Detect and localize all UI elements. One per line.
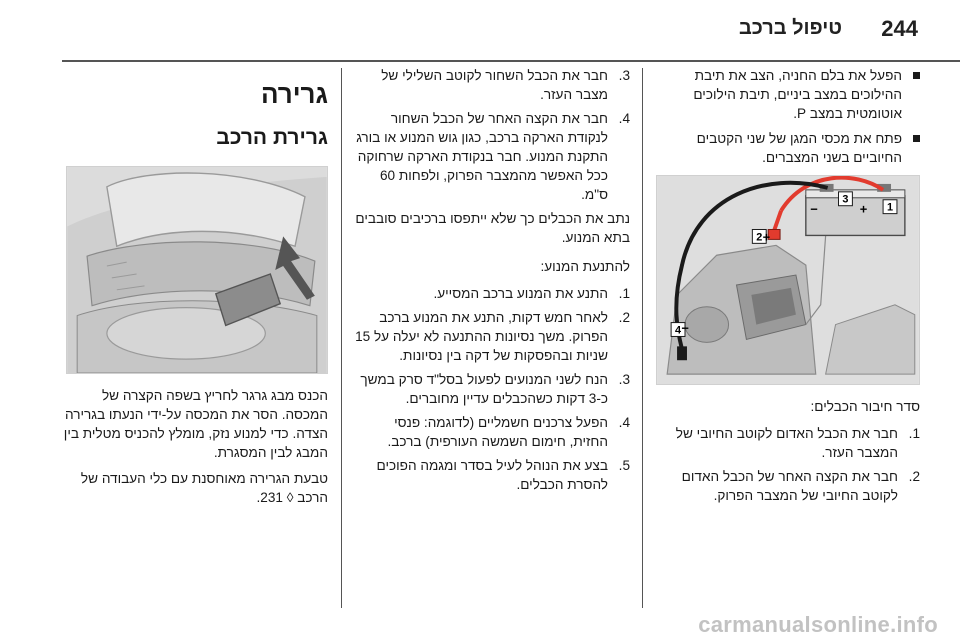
step-text: בצע את הנוהל לעיל בסדר ומגמה הפוכים להסרת הכבלים. bbox=[376, 458, 608, 492]
column-divider-right bbox=[642, 68, 643, 608]
list-item bbox=[655, 467, 920, 505]
header-divider bbox=[62, 60, 960, 62]
column-divider-left bbox=[341, 68, 342, 608]
page-header bbox=[0, 10, 960, 54]
list-item bbox=[352, 413, 630, 451]
middle-column bbox=[352, 66, 630, 499]
jump-start-battery-figure bbox=[656, 175, 920, 385]
list-item bbox=[352, 456, 630, 494]
list-item bbox=[352, 284, 630, 303]
step-number: 3. bbox=[618, 372, 630, 387]
list-item bbox=[655, 424, 920, 462]
svg-text:−: − bbox=[681, 320, 689, 336]
bullet-text: פתח את מכסי המגן של שני הקטבים החיוביים בשני המצברים. bbox=[696, 131, 902, 165]
svg-text:−: − bbox=[810, 201, 818, 217]
page-number: 244 bbox=[881, 16, 918, 41]
tow-eye-storage-note: טבעת הגרירה מאוחסנת עם כלי העבודה של הרכב ◊ 231. bbox=[80, 471, 328, 505]
bullet-square-icon bbox=[913, 72, 920, 79]
svg-text:+: + bbox=[762, 229, 771, 245]
cable-routing-note: נתב את הכבלים כך שלא ייתפסו ברכיבים סובבים בתא המנוע. bbox=[355, 211, 630, 245]
figure-label-4: 4 bbox=[675, 324, 682, 337]
step-text: לאחר חמש דקות, התנע את המנוע ברכב הפרוק. משך נסיונות ההתנעה לא יעלה על 15 שניות ובהפסקות של דקה בין נסיונות. bbox=[355, 310, 608, 363]
figure-label-2: 2 bbox=[756, 231, 763, 244]
step-number: 5. bbox=[618, 458, 630, 473]
page-title: טיפול ברכב bbox=[738, 17, 842, 39]
bullet-item bbox=[655, 129, 920, 167]
section-heading: גרירה bbox=[260, 79, 328, 109]
sequence-heading: סדר חיבור הכבלים: bbox=[810, 399, 920, 414]
tow-eye-cover-figure bbox=[66, 166, 328, 374]
figure-label-1: 1 bbox=[886, 201, 894, 214]
bullet-text: הפעל את בלם החניה, הצב את תיבת ההילוכים במצב ביניים, תיבת הילוכים אוטומטית במצב P. bbox=[693, 68, 902, 121]
list-item bbox=[352, 66, 630, 104]
bullet-item bbox=[655, 66, 920, 123]
list-item bbox=[352, 370, 630, 408]
tow-cover-instructions: הכנס מבג גרגר לחריץ בשפה הקצרה של המכסה. הסר את המכסה על-ידי הנעתו בגרירה הצדה. כדי למנוע נזק, מומלץ להכניס מטלית בין המבג לבין המסגרת. bbox=[63, 388, 328, 460]
step-number: 1. bbox=[618, 286, 630, 301]
step-number: 2. bbox=[618, 310, 630, 325]
bullet-square-icon bbox=[913, 135, 920, 142]
step-text: חבר את הכבל השחור לקוטב השלילי של מצבר העזר. bbox=[381, 68, 608, 102]
step-text: התנע את המנוע ברכב המסייע. bbox=[433, 286, 608, 301]
start-engine-heading: להתנעת המנוע: bbox=[540, 259, 630, 274]
step-number: 1. bbox=[908, 426, 920, 441]
svg-text:+: + bbox=[859, 201, 868, 217]
left-column bbox=[62, 66, 328, 514]
step-text: הנח לשני המנועים לפעול בסל"ד סרק במשך כ-3 דקות כשהכבלים עדיין מחוברים. bbox=[360, 372, 608, 406]
subsection-heading: גרירת הרכב bbox=[216, 126, 328, 149]
list-item bbox=[352, 109, 630, 204]
step-text: חבר את הכבל האדום לקוטב החיובי של המצבר העזר. bbox=[675, 426, 898, 460]
step-number: 2. bbox=[908, 469, 920, 484]
step-text: הפעל צרכנים חשמליים (לדוגמה: פנסי החזית, חימום השמשה העורפית) ברכב. bbox=[387, 415, 608, 449]
step-number: 4. bbox=[618, 111, 630, 126]
step-text: חבר את הקצה האחר של הכבל השחור לנקודת הארקה ברכב, כגון גוש המנוע או בורג התקנת המנוע. חבר בנקודת הארקה שרחוקה ככל האפשר מהמצבר הפרוק, ולפחות 60 ס"מ. bbox=[356, 111, 608, 202]
list-item bbox=[352, 308, 630, 365]
figure-label-3: 3 bbox=[842, 193, 849, 206]
step-number: 4. bbox=[618, 415, 630, 430]
step-text: חבר את הקצה האחר של הכבל האדום לקוטב החיובי של המצבר הפרוק. bbox=[681, 469, 898, 503]
right-column bbox=[655, 66, 920, 510]
watermark: carmanualsonline.info bbox=[698, 612, 938, 637]
step-number: 3. bbox=[618, 68, 630, 83]
